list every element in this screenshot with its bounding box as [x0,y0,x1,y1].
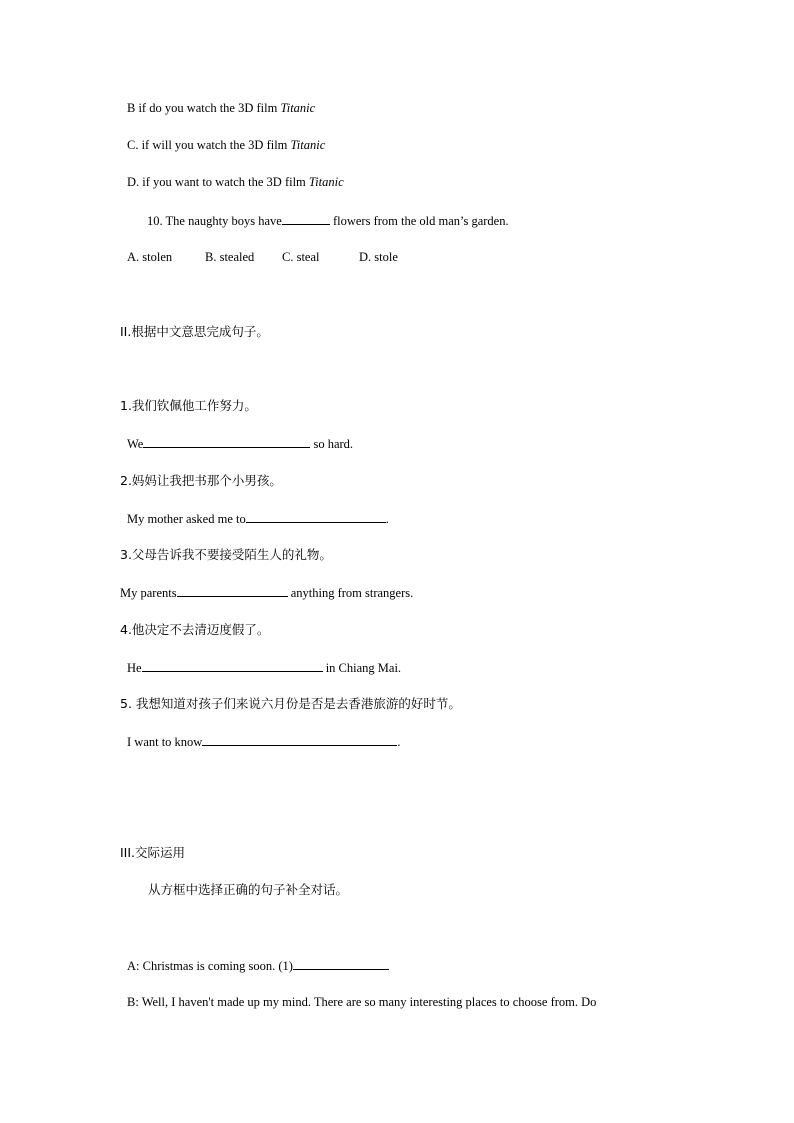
option-b: B. stealed [205,250,255,264]
sentence-start: We [127,437,144,451]
item-2-chinese: 2.妈妈让我把书那个小男孩。 [120,473,282,488]
stem-before: 10. The naughty boys have [147,214,282,228]
sentence-start: My parents [120,586,177,600]
q10-stem [147,212,509,229]
item-1-chinese: 1.我们钦佩他工作努力。 [120,398,257,413]
sentence-end: . [397,735,401,749]
answer-blank [246,510,386,523]
item-4-english [127,659,401,676]
dialogue-text: B: Well, I haven't made up my mind. There are so many interesting places to choose from. Do [127,995,597,1009]
section-3-instruction: 从方框中选择正确的句子补全对话。 [148,882,349,897]
option-c: C. steal [282,250,320,264]
sentence-end: in Chiang Mai. [322,661,402,675]
film-title: Titanic [280,101,316,115]
item-5-english [127,733,400,750]
answer-blank [293,957,389,970]
section-2-heading: II.根据中文意思完成句子。 [120,324,269,339]
section-3-heading: III.交际运用 [120,845,186,860]
answer-blank [143,435,310,448]
q9-option-b [127,100,315,116]
option-text: D. if you want to watch the 3D film [127,175,309,189]
answer-blank [177,584,288,597]
sentence-end: so hard. [310,437,354,451]
sentence-start: My mother asked me to [127,512,246,526]
q10-options [127,249,398,265]
item-3-english [120,584,413,601]
answer-blank [202,733,397,746]
item-3-chinese: 3.父母告诉我不要接受陌生人的礼物。 [120,547,332,562]
dialogue-text: A: Christmas is coming soon. (1) [127,959,293,973]
film-title: Titanic [308,175,344,189]
stem-after: flowers from the old man’s garden. [329,214,509,228]
film-title: Titanic [290,138,326,152]
q9-option-c [127,137,325,153]
sentence-start: I want to know [127,735,203,749]
option-d: D. stole [359,250,398,264]
item-5-chinese: 5. 我想知道对孩子们来说六月份是否是去香港旅游的好时节。 [120,696,461,711]
dialogue-line-a [127,957,389,974]
sentence-start: He [127,661,142,675]
option-text: B if do you watch the 3D film [127,101,281,115]
item-2-english [127,510,389,527]
answer-blank [282,212,330,225]
sentence-end: anything from strangers. [287,586,414,600]
dialogue-line-b [127,994,675,1010]
item-1-english [127,435,353,452]
q9-option-d [127,174,344,190]
item-4-chinese: 4.他决定不去清迈度假了。 [120,622,270,637]
option-a: A. stolen [127,250,173,264]
sentence-end: . [385,512,389,526]
answer-blank [142,659,323,672]
option-text: C. if will you watch the 3D film [127,138,291,152]
